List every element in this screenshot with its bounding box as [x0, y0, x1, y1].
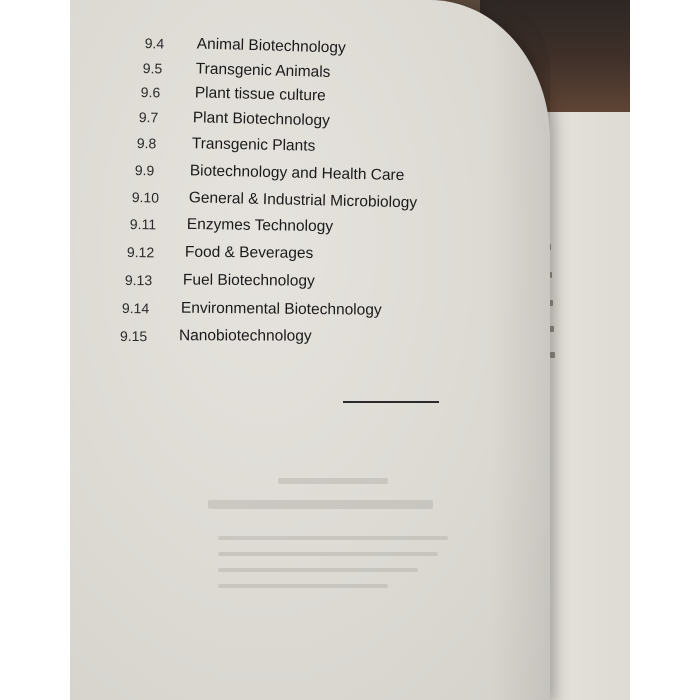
toc-entry-number: 9.5 [142, 60, 163, 77]
toc-entry-title: Nanobiotechnology [178, 327, 312, 345]
toc-entry-number: 9.6 [140, 84, 161, 101]
show-through-text [208, 478, 468, 598]
book-page [70, 0, 550, 700]
toc-entry-title: Transgenic Animals [195, 60, 331, 81]
toc-entry-number: 9.14 [121, 300, 150, 317]
toc-entry-number: 9.7 [138, 109, 159, 126]
toc-entry-number: 9.8 [136, 135, 157, 152]
toc-entry-title: Fuel Biotechnology [182, 271, 315, 290]
page-margin-mark [550, 352, 555, 358]
toc-entry-number: 9.13 [124, 272, 153, 289]
show-through-line [218, 536, 448, 540]
toc-entry-number: 9.11 [129, 216, 157, 233]
toc-entry-title: Plant tissue culture [194, 84, 326, 105]
toc-entry-title: Enzymes Technology [186, 215, 334, 236]
toc-entry-title: Food & Beverages [184, 243, 314, 262]
toc-entry-number: 9.4 [144, 35, 165, 52]
toc-entry-title: Plant Biotechnology [192, 109, 330, 130]
show-through-line [208, 500, 433, 509]
toc-entry-title: Environmental Biotechnology [180, 299, 382, 319]
toc-entry-title: Animal Biotechnology [196, 35, 347, 57]
toc-entry-title: Biotechnology and Health Care [189, 162, 405, 185]
toc-entry-number: 9.10 [131, 189, 160, 206]
show-through-line [218, 568, 418, 572]
show-through-line [218, 584, 388, 588]
toc-entry-title: Transgenic Plants [191, 135, 316, 155]
toc-entry-number: 9.12 [126, 244, 155, 261]
toc-entry-number: 9.15 [119, 328, 148, 345]
book-photo [70, 0, 630, 700]
show-through-line [278, 478, 388, 484]
show-through-line [218, 552, 438, 556]
table-of-contents [70, 0, 550, 420]
section-end-rule [343, 401, 439, 403]
toc-entry-title: General & Industrial Microbiology [188, 189, 418, 212]
toc-entry-number: 9.9 [134, 162, 155, 179]
underlying-page [540, 112, 630, 700]
